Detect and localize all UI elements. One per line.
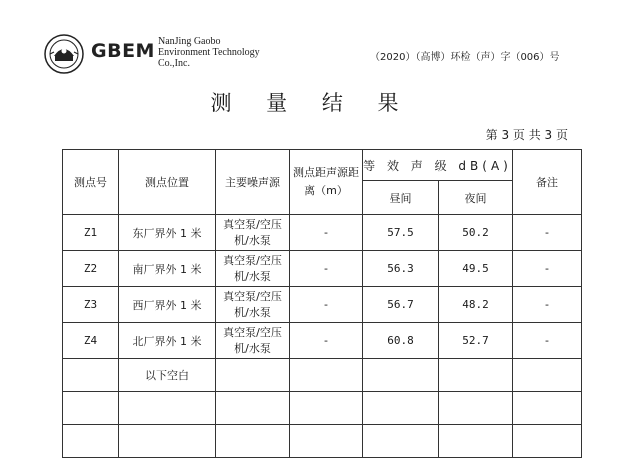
empty-cell xyxy=(439,392,513,425)
header-day: 昼间 xyxy=(363,181,439,215)
empty-cell xyxy=(363,359,439,392)
page-title: 测 量 结 果 xyxy=(210,91,413,115)
company-logo-icon xyxy=(44,34,84,74)
cell-source: 真空泵/空压机/水泵 xyxy=(216,323,290,359)
cell-location: 南厂界外 1 米 xyxy=(119,251,216,287)
cell-night-level: 50.2 xyxy=(439,215,513,251)
cell-remark: - xyxy=(513,215,582,251)
empty-cell xyxy=(216,425,290,458)
empty-cell xyxy=(216,392,290,425)
empty-cell xyxy=(63,392,119,425)
cell-day-level: 57.5 xyxy=(363,215,439,251)
table-row xyxy=(63,287,582,323)
empty-cell xyxy=(513,359,582,392)
company-line: NanJing Gaobo xyxy=(158,36,221,47)
cell-night-level: 49.5 xyxy=(439,251,513,287)
table-row-blank-note xyxy=(63,359,582,392)
brand-name: GBEM xyxy=(91,40,155,62)
cell-source: 真空泵/空压机/水泵 xyxy=(216,215,290,251)
header-point-no: 测点号 xyxy=(63,150,119,215)
empty-cell xyxy=(363,392,439,425)
cell-night-level: 52.7 xyxy=(439,323,513,359)
cell-point-id: Z4 xyxy=(63,323,119,359)
empty-cell xyxy=(119,425,216,458)
table-row-empty xyxy=(63,392,582,425)
header-main-source: 主要噪声源 xyxy=(216,150,290,215)
cell-location: 东厂界外 1 米 xyxy=(119,215,216,251)
cell-point-id: Z3 xyxy=(63,287,119,323)
cell-remark: - xyxy=(513,287,582,323)
empty-cell xyxy=(439,425,513,458)
empty-cell xyxy=(290,425,363,458)
page-counter: 第 3 页 共 3 页 xyxy=(485,128,568,142)
empty-cell xyxy=(216,359,290,392)
cell-location: 北厂界外 1 米 xyxy=(119,323,216,359)
document-header xyxy=(0,0,623,80)
blank-note: 以下空白 xyxy=(119,359,216,392)
table-header-row xyxy=(63,150,582,181)
table-row-empty xyxy=(63,425,582,458)
cell-distance: - xyxy=(290,287,363,323)
empty-cell xyxy=(119,392,216,425)
cell-day-level: 60.8 xyxy=(363,323,439,359)
cell-remark: - xyxy=(513,323,582,359)
cell-source: 真空泵/空压机/水泵 xyxy=(216,251,290,287)
table-row xyxy=(63,323,582,359)
header-equivalent-level: 等 效 声 级 dB(A) xyxy=(363,150,513,181)
table-row xyxy=(63,251,582,287)
cell-night-level: 48.2 xyxy=(439,287,513,323)
cell-location: 西厂界外 1 米 xyxy=(119,287,216,323)
cell-point-id: Z1 xyxy=(63,215,119,251)
empty-cell xyxy=(513,425,582,458)
cell-source: 真空泵/空压机/水泵 xyxy=(216,287,290,323)
empty-cell xyxy=(439,359,513,392)
company-name xyxy=(158,36,260,69)
empty-cell xyxy=(513,392,582,425)
cell-distance: - xyxy=(290,251,363,287)
cell-day-level: 56.7 xyxy=(363,287,439,323)
header-remark: 备注 xyxy=(513,150,582,215)
empty-cell xyxy=(290,392,363,425)
empty-cell xyxy=(63,425,119,458)
document-number: （2020）（高博）环检（声）字（006）号 xyxy=(370,52,560,63)
empty-cell xyxy=(290,359,363,392)
header-point-location: 测点位置 xyxy=(119,150,216,215)
cell-remark: - xyxy=(513,251,582,287)
cell-day-level: 56.3 xyxy=(363,251,439,287)
cell-distance: - xyxy=(290,215,363,251)
empty-cell xyxy=(63,359,119,392)
company-line: Environment Technology xyxy=(158,47,260,58)
table-row xyxy=(63,215,582,251)
cell-distance: - xyxy=(290,323,363,359)
header-night: 夜间 xyxy=(439,181,513,215)
cell-point-id: Z2 xyxy=(63,251,119,287)
company-line: Co.,Inc. xyxy=(158,58,190,69)
header-distance: 测点距声源距离（m） xyxy=(290,150,363,215)
measurement-results-table xyxy=(62,149,582,458)
empty-cell xyxy=(363,425,439,458)
